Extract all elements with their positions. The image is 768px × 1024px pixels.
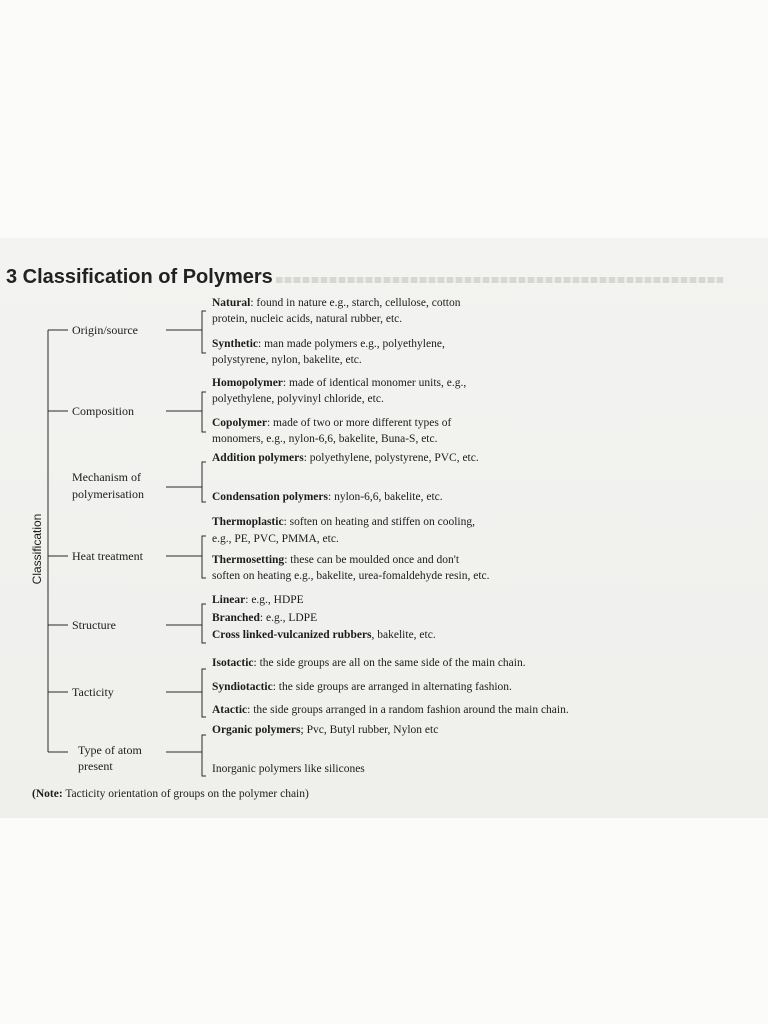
item-natural-line2: protein, nucleic acids, natural rubber, etc. — [212, 313, 403, 325]
term-natural: Natural — [212, 297, 251, 309]
item-isotactic — [212, 656, 526, 671]
item-condensation-polymers — [212, 490, 443, 505]
category-atom-type-l2: present — [78, 759, 113, 773]
sep: : — [282, 377, 287, 389]
bracket-origin — [202, 311, 206, 353]
item-synthetic — [212, 337, 445, 352]
root-label: Classification — [30, 513, 44, 585]
item-text: the side groups are all on the same side of the main chain. — [256, 657, 526, 669]
term-thermoplastic: Thermoplastic — [212, 516, 284, 528]
bracket-heat — [202, 536, 206, 578]
item-text: soften on heating and stiffen on cooling, — [286, 516, 475, 528]
sep: : — [284, 554, 288, 566]
term-isotactic: Isotactic — [212, 657, 254, 669]
item-copolymer-line2: monomers, e.g., nylon-6,6, bakelite, Buna-S, etc. — [212, 433, 438, 445]
sep: : — [283, 516, 287, 528]
item-copolymer — [212, 416, 451, 431]
term-syndiotactic: Syndiotactic — [212, 681, 273, 693]
sep: : — [259, 612, 264, 624]
category-origin-source: Origin/source — [72, 323, 138, 337]
term-cross-linked: Cross linked-vulcanized rubbers — [212, 629, 372, 641]
term-homopolymer: Homopolymer — [212, 377, 283, 389]
item-text: found in nature e.g., starch, cellulose, cotton — [253, 297, 461, 309]
item-inorganic-polymers: Inorganic polymers like silicones — [212, 763, 365, 775]
footnote — [32, 788, 309, 800]
item-thermoplastic — [212, 515, 475, 530]
bracket-tacticity — [202, 669, 206, 717]
bracket-mechanism — [202, 462, 206, 502]
term-condensation: Condensation polymers — [212, 491, 328, 503]
category-structure: Structure — [72, 618, 116, 632]
item-homopolymer — [212, 376, 466, 391]
item-text: e.g., HDPE — [248, 594, 304, 606]
term-addition: Addition polymers — [212, 452, 304, 464]
page-title: 3 Classification of Polymers — [6, 266, 273, 288]
term-synthetic: Synthetic — [212, 338, 258, 350]
item-linear — [212, 593, 304, 608]
item-thermosetting — [212, 553, 459, 568]
sep: : — [272, 681, 276, 693]
category-atom-type-l1: Type of atom — [78, 743, 142, 757]
category-mechanism-l2: polymerisation — [72, 487, 144, 501]
item-syndiotactic — [212, 680, 512, 695]
sep: : — [327, 491, 332, 503]
item-addition-polymers — [212, 451, 479, 466]
item-natural — [212, 296, 461, 311]
term-organic: Organic polymers — [212, 724, 301, 736]
item-text: Pvc, Butyl rubber, Nylon etc — [303, 724, 439, 736]
item-text: the side groups arranged in a random fashion around the main chain. — [250, 704, 569, 716]
sep: : — [245, 594, 249, 606]
term-linear: Linear — [212, 594, 246, 606]
sep: : — [258, 338, 262, 350]
category-heat-treatment: Heat treatment — [72, 549, 143, 563]
item-text: nylon-6,6, bakelite, etc. — [331, 491, 443, 503]
item-text: bakelite, etc. — [374, 629, 436, 641]
item-text: made of two or more different types of — [270, 417, 452, 429]
category-composition: Composition — [72, 404, 135, 418]
category-tacticity: Tacticity — [72, 685, 114, 699]
bracket-atom — [202, 735, 206, 776]
sep: : — [303, 452, 307, 464]
sep: : — [266, 417, 271, 429]
item-cross-linked — [212, 628, 436, 643]
item-text: these can be moulded once and don't — [287, 554, 460, 566]
term-atactic: Atactic — [212, 704, 248, 716]
item-synthetic-line2: polystyrene, nylon, bakelite, etc. — [212, 354, 362, 366]
item-text: e.g., LDPE — [263, 612, 318, 624]
category-mechanism-l1: Mechanism of — [72, 470, 141, 484]
term-branched: Branched — [212, 612, 260, 624]
item-text: man made polymers e.g., polyethylene, — [261, 338, 445, 350]
note-prefix: (Note: — [32, 788, 63, 800]
item-organic-polymers — [212, 723, 438, 738]
note-text: Tacticity orientation of groups on the polymer chain) — [62, 788, 309, 800]
bracket-structure — [202, 604, 206, 643]
term-copolymer: Copolymer — [212, 417, 267, 429]
sep: : — [250, 297, 254, 309]
sep: : — [247, 704, 251, 716]
item-thermoplastic-line2: e.g., PE, PVC, PMMA, etc. — [212, 533, 339, 545]
item-text: polyethylene, polystyrene, PVC, etc. — [306, 452, 479, 464]
sep: : — [253, 657, 257, 669]
bracket-composition — [202, 392, 206, 432]
item-branched — [212, 611, 317, 626]
item-thermosetting-line2: soften on heating e.g., bakelite, urea-fomaldehyde resin, etc. — [212, 570, 490, 582]
item-text: made of identical monomer units, e.g., — [286, 377, 467, 389]
term-thermosetting: Thermosetting — [212, 554, 285, 566]
item-homopolymer-line2: polyethylene, polyvinyl chloride, etc. — [212, 393, 384, 405]
sep: ; — [300, 724, 304, 736]
item-atactic — [212, 703, 569, 718]
sep: , — [371, 629, 375, 641]
item-text: the side groups are arranged in alternating fashion. — [275, 681, 512, 693]
